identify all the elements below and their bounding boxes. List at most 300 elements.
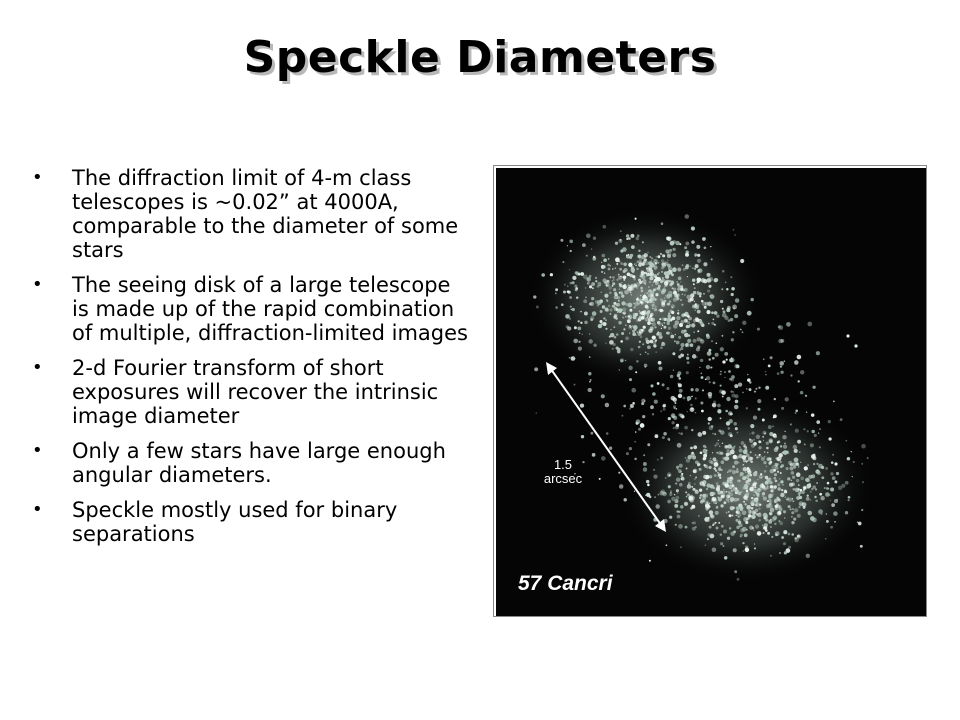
speckle-dot bbox=[628, 316, 630, 318]
speckle-dot bbox=[738, 516, 740, 518]
speckle-dot bbox=[730, 500, 733, 503]
speckle-dot bbox=[765, 518, 769, 522]
speckle-dot bbox=[784, 517, 786, 519]
speckle-dot bbox=[585, 287, 586, 288]
speckle-dot bbox=[623, 270, 626, 273]
speckle-dot bbox=[722, 360, 725, 363]
speckle-dot bbox=[825, 467, 828, 470]
speckle-dot bbox=[678, 394, 682, 398]
speckle-dot bbox=[579, 332, 580, 333]
speckle-dot bbox=[735, 400, 739, 404]
speckle-dot bbox=[848, 496, 851, 499]
speckle-dot bbox=[719, 446, 720, 447]
speckle-dot bbox=[640, 301, 643, 304]
speckle-dot bbox=[678, 432, 680, 434]
speckle-dot bbox=[834, 499, 838, 503]
speckle-dot bbox=[590, 302, 594, 306]
speckle-dot bbox=[750, 457, 753, 460]
speckle-dot bbox=[712, 403, 717, 408]
speckle-dot bbox=[666, 237, 670, 241]
speckle-dot bbox=[692, 354, 696, 358]
speckle-dot bbox=[695, 388, 699, 392]
speckle-dot bbox=[740, 528, 744, 532]
speckle-dot bbox=[592, 287, 594, 289]
speckle-dot bbox=[749, 512, 750, 513]
speckle-dot bbox=[666, 271, 671, 276]
speckle-dot bbox=[605, 328, 607, 330]
speckle-dot bbox=[606, 284, 608, 286]
speckle-dot bbox=[685, 343, 690, 348]
speckle-dot bbox=[697, 346, 700, 349]
isolated-speckle-dot bbox=[834, 462, 837, 465]
speckle-dot bbox=[700, 373, 702, 375]
speckle-dot bbox=[595, 277, 597, 279]
speckle-dot bbox=[580, 403, 584, 407]
speckle-dot bbox=[677, 371, 681, 375]
speckle-dot bbox=[720, 504, 723, 507]
speckle-dot bbox=[720, 373, 722, 375]
speckle-dot bbox=[653, 302, 654, 303]
speckle-dot bbox=[767, 452, 769, 454]
speckle-dot bbox=[619, 268, 622, 271]
speckle-dot bbox=[606, 432, 609, 435]
speckle-dot bbox=[664, 281, 669, 286]
speckle-dot bbox=[789, 466, 793, 470]
speckle-dot bbox=[745, 521, 748, 524]
speckle-dot bbox=[812, 485, 815, 488]
speckle-dot bbox=[670, 375, 673, 378]
speckle-dot bbox=[620, 276, 621, 277]
speckle-dot bbox=[674, 407, 676, 409]
speckle-dot bbox=[780, 466, 782, 468]
speckle-dot bbox=[647, 484, 650, 487]
speckle-dot bbox=[689, 265, 691, 267]
speckle-dot bbox=[762, 436, 764, 438]
speckle-dot bbox=[644, 315, 646, 317]
speckle-dot bbox=[803, 486, 807, 490]
speckle-dot bbox=[783, 450, 788, 455]
speckle-dot bbox=[720, 371, 722, 373]
speckle-dot bbox=[647, 345, 651, 349]
speckle-dot bbox=[742, 464, 744, 466]
speckle-dot bbox=[612, 348, 614, 350]
speckle-dot bbox=[642, 241, 644, 243]
speckle-dot bbox=[657, 382, 660, 385]
speckle-dot bbox=[595, 280, 597, 282]
speckle-dot bbox=[819, 493, 822, 496]
speckle-dot bbox=[580, 272, 584, 276]
speckle-dot bbox=[621, 282, 622, 283]
speckle-dot bbox=[735, 427, 738, 430]
speckle-dot bbox=[710, 246, 711, 247]
speckle-dot bbox=[747, 378, 751, 382]
speckle-dot bbox=[641, 289, 644, 292]
speckle-dot bbox=[593, 344, 596, 347]
speckle-dot bbox=[710, 458, 711, 459]
speckle-dot bbox=[657, 255, 660, 258]
speckle-dot bbox=[655, 434, 659, 438]
bullet-item bbox=[30, 356, 470, 428]
speckle-dot bbox=[750, 424, 754, 428]
speckle-dot bbox=[652, 413, 654, 415]
speckle-dot bbox=[657, 262, 659, 264]
speckle-dot bbox=[555, 293, 557, 295]
speckle-dot bbox=[700, 359, 703, 362]
speckle-dot bbox=[571, 309, 572, 310]
speckle-dot bbox=[783, 510, 786, 513]
speckle-dot bbox=[646, 292, 648, 294]
speckle-dot bbox=[658, 272, 660, 274]
speckle-dot bbox=[612, 285, 614, 287]
speckle-dot bbox=[626, 234, 629, 237]
speckle-dot bbox=[639, 261, 642, 264]
speckle-dot bbox=[569, 357, 571, 359]
speckle-dot bbox=[728, 495, 731, 498]
speckle-dot bbox=[795, 429, 799, 433]
speckle-dot bbox=[616, 263, 618, 265]
speckle-dot bbox=[780, 480, 783, 483]
speckle-dot bbox=[658, 361, 662, 365]
speckle-dot bbox=[756, 435, 760, 439]
speckle-dot bbox=[857, 522, 858, 523]
speckle-dot bbox=[711, 497, 715, 501]
speckle-dot bbox=[757, 479, 759, 481]
speckle-dot bbox=[732, 485, 734, 487]
speckle-dot bbox=[712, 524, 714, 526]
speckle-dot bbox=[734, 314, 738, 318]
speckle-dot bbox=[746, 461, 748, 463]
speckle-dot bbox=[703, 449, 708, 454]
speckle-dot bbox=[661, 344, 663, 346]
speckle-dot bbox=[685, 335, 686, 336]
speckle-dot bbox=[634, 329, 636, 331]
speckle-dot bbox=[646, 493, 650, 497]
speckle-dot bbox=[833, 511, 838, 516]
speckle-dot bbox=[861, 444, 866, 449]
speckle-dot bbox=[744, 533, 748, 537]
speckle-dot bbox=[804, 466, 808, 470]
speckle-dot bbox=[623, 328, 625, 330]
speckle-dot bbox=[766, 442, 769, 445]
speckle-dot bbox=[662, 254, 665, 257]
speckle-dot bbox=[618, 308, 623, 313]
speckle-dot bbox=[715, 511, 719, 515]
speckle-dot bbox=[680, 343, 684, 347]
speckle-dot bbox=[780, 472, 782, 474]
speckle-dot bbox=[635, 237, 639, 241]
speckle-dot bbox=[792, 500, 794, 502]
speckle-dot bbox=[643, 454, 645, 456]
speckle-dot bbox=[739, 448, 743, 452]
speckle-dot bbox=[708, 323, 710, 325]
speckle-dot bbox=[732, 331, 734, 333]
speckle-dot bbox=[853, 461, 855, 463]
speckle-dot bbox=[685, 491, 687, 493]
speckle-dot bbox=[674, 494, 675, 495]
speckle-dot bbox=[766, 487, 769, 490]
speckle-dot bbox=[676, 424, 679, 427]
speckle-dot bbox=[709, 466, 712, 469]
speckle-dot bbox=[682, 264, 684, 266]
speckle-dot bbox=[661, 323, 663, 325]
speckle-dot bbox=[592, 311, 597, 316]
speckle-dot bbox=[624, 498, 627, 501]
speckle-dot bbox=[665, 295, 666, 296]
speckle-dot bbox=[644, 298, 649, 303]
speckle-dot bbox=[801, 491, 804, 494]
speckle-dot bbox=[728, 511, 730, 513]
speckle-dot bbox=[629, 309, 632, 312]
speckle-dot bbox=[623, 405, 626, 408]
speckle-dot bbox=[815, 488, 817, 490]
speckle-dot bbox=[706, 365, 710, 369]
speckle-dot bbox=[670, 241, 675, 246]
speckle-dot bbox=[762, 495, 764, 497]
speckle-dot bbox=[582, 243, 586, 247]
speckle-dot bbox=[698, 268, 703, 273]
speckle-dot bbox=[769, 432, 773, 436]
speckle-dot bbox=[699, 468, 702, 471]
speckle-dot bbox=[736, 432, 738, 434]
speckle-dot bbox=[769, 461, 772, 464]
speckle-dot bbox=[674, 340, 676, 342]
speckle-dot bbox=[792, 476, 795, 479]
speckle-dot bbox=[653, 344, 656, 347]
speckle-dot bbox=[724, 457, 728, 461]
speckle-dot bbox=[574, 326, 577, 329]
speckle-dot bbox=[810, 499, 812, 501]
speckle-dot bbox=[676, 477, 680, 481]
speckle-dot bbox=[603, 317, 605, 319]
speckle-dot bbox=[716, 506, 719, 509]
speckle-dot bbox=[608, 286, 611, 289]
speckle-dot bbox=[749, 433, 750, 434]
speckle-dot bbox=[632, 402, 635, 405]
speckle-dot bbox=[587, 282, 590, 285]
speckle-dot bbox=[697, 330, 699, 332]
speckle-dot bbox=[753, 439, 755, 441]
speckle-dot bbox=[718, 429, 721, 432]
speckle-dot bbox=[691, 240, 694, 243]
speckle-dot bbox=[818, 432, 819, 433]
speckle-dot bbox=[645, 305, 649, 309]
speckle-dot bbox=[686, 357, 689, 360]
speckle-dot bbox=[726, 491, 728, 493]
speckle-dot bbox=[753, 494, 755, 496]
speckle-dot bbox=[759, 487, 763, 491]
speckle-dot bbox=[706, 488, 708, 490]
speckle-dot bbox=[690, 407, 695, 412]
speckle-dot bbox=[648, 261, 652, 265]
speckle-dot bbox=[798, 484, 800, 486]
speckle-dot bbox=[578, 341, 580, 343]
speckle-dot bbox=[693, 445, 697, 449]
speckle-dot bbox=[845, 481, 849, 485]
speckle-dot bbox=[588, 339, 592, 343]
speckle-dot bbox=[583, 299, 587, 303]
speckle-dot bbox=[827, 482, 830, 485]
speckle-dot bbox=[746, 490, 748, 492]
speckle-dot bbox=[722, 308, 724, 310]
speckle-dot bbox=[621, 294, 624, 297]
speckle-dot bbox=[734, 384, 738, 388]
speckle-dot bbox=[695, 412, 697, 414]
speckle-dot bbox=[602, 254, 606, 258]
scale-label bbox=[528, 458, 598, 486]
speckle-dot bbox=[742, 476, 746, 480]
speckle-dot bbox=[796, 479, 799, 482]
speckle-dot bbox=[673, 291, 677, 295]
speckle-dot bbox=[694, 478, 696, 480]
speckle-dot bbox=[714, 460, 718, 464]
speckle-dot bbox=[622, 316, 624, 318]
speckle-dot bbox=[812, 386, 815, 389]
speckle-dot bbox=[669, 280, 671, 282]
speckle-dot bbox=[615, 242, 618, 245]
speckle-dot bbox=[687, 484, 691, 488]
speckle-dot bbox=[721, 288, 723, 290]
speckle-dot bbox=[676, 297, 679, 300]
speckle-dot bbox=[613, 326, 615, 328]
speckle-dot bbox=[782, 484, 784, 486]
speckle-dot bbox=[597, 285, 600, 288]
speckle-dot bbox=[622, 276, 624, 278]
speckle-dot bbox=[783, 445, 787, 449]
speckle-dot bbox=[798, 488, 800, 490]
speckle-dot bbox=[648, 286, 649, 287]
speckle-dot bbox=[742, 542, 744, 544]
speckle-dot bbox=[752, 517, 754, 519]
speckle-dot bbox=[726, 512, 728, 514]
speckle-dot bbox=[620, 249, 623, 252]
speckle-dot bbox=[685, 265, 689, 269]
speckle-dot bbox=[726, 449, 729, 452]
speckle-dot bbox=[711, 322, 714, 325]
speckle-dot bbox=[740, 329, 742, 331]
speckle-dot bbox=[720, 347, 724, 351]
speckle-dot bbox=[685, 242, 689, 246]
speckle-dot bbox=[613, 343, 616, 346]
speckle-dot bbox=[862, 481, 864, 483]
speckle-dot bbox=[746, 388, 748, 390]
speckle-dot bbox=[644, 294, 645, 295]
speckle-dot bbox=[642, 343, 644, 345]
speckle-dot bbox=[633, 303, 634, 304]
speckle-dot bbox=[766, 504, 769, 507]
speckle-dot bbox=[672, 267, 677, 272]
speckle-dot bbox=[770, 485, 773, 488]
speckle-dot bbox=[693, 339, 697, 343]
speckle-dot bbox=[794, 508, 798, 512]
speckle-image-frame bbox=[493, 165, 927, 617]
speckle-dot bbox=[744, 446, 747, 449]
speckle-dot bbox=[797, 462, 799, 464]
speckle-dot bbox=[601, 394, 605, 398]
speckle-dot bbox=[625, 316, 627, 318]
speckle-dot bbox=[747, 505, 749, 507]
speckle-dot bbox=[674, 402, 676, 404]
speckle-dot bbox=[667, 302, 670, 305]
speckle-dot bbox=[636, 268, 638, 270]
speckle-dot bbox=[677, 515, 681, 519]
speckle-dot bbox=[640, 336, 643, 339]
speckle-dot bbox=[709, 358, 711, 360]
speckle-dot bbox=[830, 488, 834, 492]
speckle-dot bbox=[586, 234, 591, 239]
speckle-dot bbox=[690, 404, 693, 407]
speckle-dot bbox=[800, 370, 804, 374]
speckle-dot bbox=[740, 508, 743, 511]
speckle-dot bbox=[644, 283, 646, 285]
speckle-dot bbox=[636, 319, 639, 322]
speckle-dot bbox=[778, 487, 781, 490]
speckle-dot bbox=[807, 485, 810, 488]
speckle-dot bbox=[760, 456, 761, 457]
speckle-dot bbox=[672, 397, 677, 402]
speckle-dot bbox=[830, 500, 831, 501]
speckle-dot bbox=[733, 506, 736, 509]
speckle-dot bbox=[562, 261, 564, 263]
speckle-dot bbox=[665, 477, 666, 478]
speckle-dot bbox=[731, 293, 734, 296]
speckle-dot bbox=[762, 524, 764, 526]
speckle-dot bbox=[561, 303, 564, 306]
speckle-dot bbox=[533, 295, 536, 298]
speckle-dot bbox=[717, 497, 718, 498]
speckle-dot bbox=[781, 407, 784, 410]
speckle-dot bbox=[627, 319, 631, 323]
speckle-dot bbox=[684, 246, 687, 249]
speckle-dot bbox=[827, 488, 829, 490]
speckle-dot bbox=[765, 529, 768, 532]
speckle-dot bbox=[780, 522, 784, 526]
speckle-dot bbox=[754, 481, 755, 482]
speckle-dot bbox=[575, 288, 578, 291]
speckle-dot bbox=[635, 265, 637, 267]
speckle-dot bbox=[759, 508, 761, 510]
speckle-dot bbox=[819, 428, 821, 430]
speckle-dot bbox=[619, 283, 621, 285]
speckle-dot bbox=[677, 469, 679, 471]
speckle-dot bbox=[635, 263, 636, 264]
speckle-dot bbox=[763, 532, 765, 534]
speckle-dot bbox=[749, 388, 752, 391]
speckle-dot bbox=[718, 467, 720, 469]
speckle-dot bbox=[678, 524, 683, 529]
speckle-dot bbox=[589, 285, 592, 288]
speckle-dot bbox=[806, 554, 810, 558]
speckle-dot bbox=[726, 397, 730, 401]
speckle-dot bbox=[639, 341, 641, 343]
speckle-dot bbox=[750, 461, 752, 463]
speckle-dot bbox=[775, 480, 778, 483]
speckle-dot bbox=[648, 317, 653, 322]
speckle-dot bbox=[638, 346, 641, 349]
speckle-dot bbox=[812, 456, 816, 460]
speckle-dot bbox=[654, 496, 656, 498]
speckle-dot bbox=[620, 360, 623, 363]
speckle-dot bbox=[699, 367, 700, 368]
speckle-dot bbox=[617, 348, 620, 351]
speckle-dot bbox=[618, 300, 620, 302]
speckle-dot bbox=[811, 413, 815, 417]
speckle-dot bbox=[630, 234, 634, 238]
speckle-dot bbox=[734, 394, 738, 398]
speckle-dot bbox=[661, 303, 665, 307]
speckle-dot bbox=[645, 338, 648, 341]
speckle-dot bbox=[763, 461, 766, 464]
speckle-dot bbox=[683, 289, 685, 291]
